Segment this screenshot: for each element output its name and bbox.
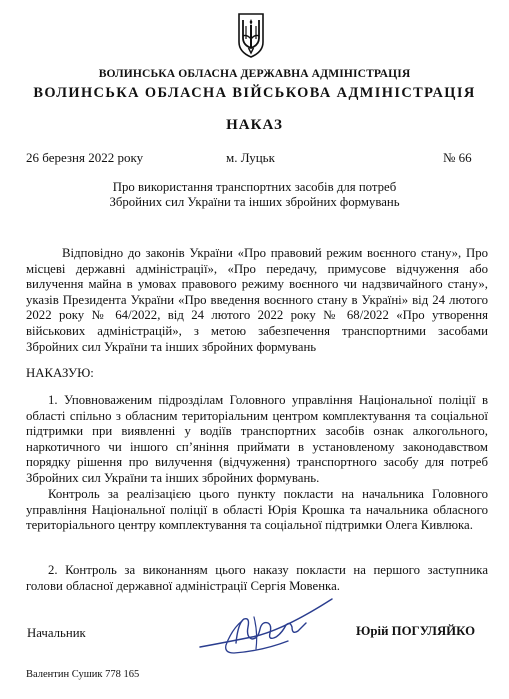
document-type: НАКАЗ bbox=[226, 117, 283, 133]
document-number: № 66 bbox=[443, 150, 472, 165]
administration-name: ВОЛИНСЬКА ОБЛАСНА ДЕРЖАВНА АДМІНІСТРАЦІЯ bbox=[98, 67, 411, 80]
subject-line-2: Збройних сил України та інших збройних формувань bbox=[109, 195, 400, 209]
intro-paragraph: Відповідно до законів України «Про правовий режим воєнного стану», Про місцеві державні адміністрації», «Про передачу, примусове відчуження або вилучення майна в умовах правового режиму воєнного чи надзвичайного стану», указів Президента України «Про введення воєнного стану в Україні» від 24 лютого 2022 року № 64/2022, від 24 лютого 2022 року № 68/2022 «Про утворення військових адміністрацій», з метою забезпечення транспортними засобами Збройних сил України та інших збройних формувань bbox=[26, 246, 488, 354]
order-item-2: 2. Контроль за виконанням цього наказу покласти на першого заступника голови обласної державної адміністрації Сергія Мовенка. bbox=[26, 563, 488, 593]
signatory-name: Юрій ПОГУЛЯЙКО bbox=[356, 624, 476, 638]
document-city: м. Луцьк bbox=[226, 150, 275, 165]
military-administration-name: ВОЛИНСЬКА ОБЛАСНА ВІЙСЬКОВА АДМІНІСТРАЦІЯ bbox=[33, 85, 476, 101]
handwritten-signature bbox=[192, 593, 342, 663]
trident-coat-of-arms-icon bbox=[236, 12, 266, 58]
order-word: НАКАЗУЮ: bbox=[26, 366, 94, 380]
signatory-title: Начальник bbox=[27, 626, 86, 640]
order-item-1-control: Контроль за реалізацією цього пункту покласти на начальника Головного управління Національної поліції в області Юрія Крошка та начальника обласного територіального центру комплектування та соціальної підтримки Олега Кивлюка. bbox=[26, 487, 488, 533]
executor-contact: Валентин Сушик 778 165 bbox=[26, 669, 140, 680]
document-date: 26 березня 2022 року bbox=[26, 150, 144, 165]
order-item-1: 1. Уповноваженим підрозділам Головного управління Національної поліції в області спільно з обласним територіальним центром комплектування та соціальної підтримки при виявленні у водіїв транспортних засобів ознак алкогольного, наркотичного чи іншого сп’яніння приймати в установленому законодавством порядку рішення про вилучення (відчуження) транспортного засобу для потреб Збройних сил України та інших збройних формувань. bbox=[26, 393, 488, 485]
subject-line-1: Про використання транспортних засобів для потреб bbox=[112, 180, 397, 194]
